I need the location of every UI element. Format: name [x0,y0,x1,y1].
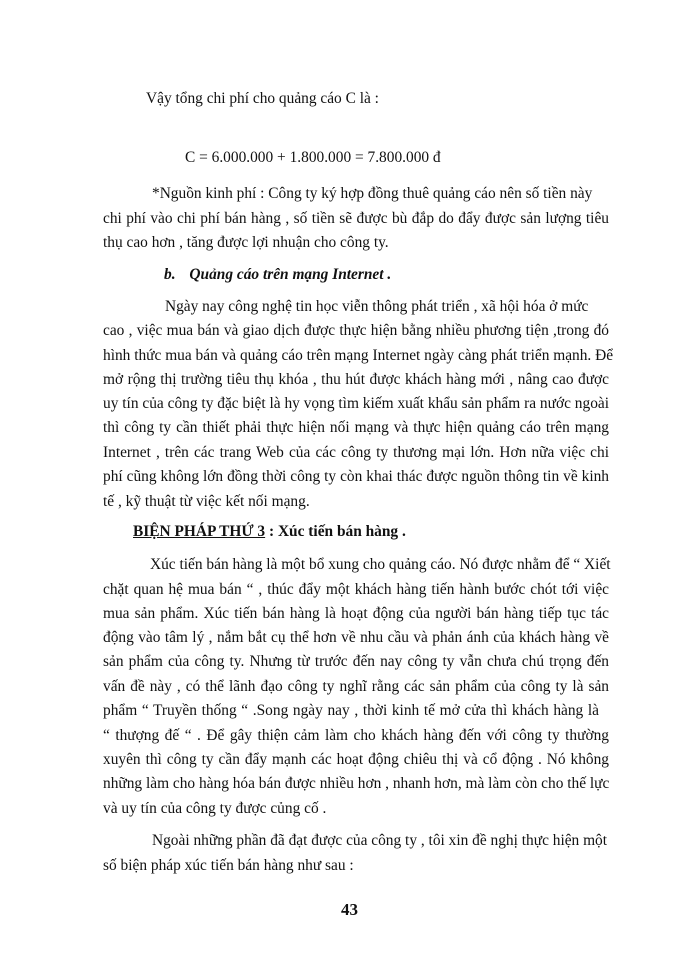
promotion-para-line: mua sản phẩm. Xúc tiến bán hàng là hoạt động của người bán hàng tiếp tục tác [103,605,609,622]
promotion-para-line: chặt quan hệ mua bán “ , thúc đẩy một khách hàng tiến hành bước chót tới việc [103,581,609,598]
internet-para-line: uy tín của công ty đặc biệt là hy vọng tìm kiếm xuất khẩu sản phẩm ra nước ngoài [103,395,609,412]
internet-para-line: phí cũng không lớn đồng thời công ty còn khai thác được nguồn thông tin về kinh [103,468,609,485]
cost-formula: C = 6.000.000 + 1.800.000 = 7.800.000 đ [185,149,441,166]
promotion-para-line: sản phẩm của công ty. Nhưng từ trước đến nay công ty vẫn chưa chú trọng đến [103,653,609,670]
intro-line: Vậy tổng chi phí cho quảng cáo C là : [146,90,379,107]
internet-para-line: cao , việc mua bán và giao dịch được thực hiện bằng nhiều phương tiện ,trong đó [103,322,609,339]
promotion-para-line: vấn đề này , có thể lãnh đạo công ty nghĩ rằng các sản phẩm của công ty là sản [103,678,609,695]
section-b-title: Quảng cáo trên mạng Internet . [189,266,392,283]
promotion-para-line: động vào tâm lý , nắm bắt cụ thể hơn về nhu cầu và phản ánh của khách hàng về [103,629,609,646]
promotion-para-line: và uy tín của công ty được củng cố . [103,800,327,817]
proposal-para-line: Ngoài những phần đã đạt được của công ty , tôi xin đề nghị thực hiện một [152,832,608,849]
internet-para-line: hình thức mua bán và quảng cáo trên mạng Internet ngày càng phát triển mạnh. Để [103,347,614,364]
funding-line: *Nguồn kinh phí : Công ty ký hợp đồng thuê quảng cáo nên số tiền này [152,185,593,202]
section-b-heading [164,265,391,285]
internet-para-line: mở rộng thị trường tiêu thụ khóa , thu hút được khách hàng mới , nâng cao được [103,371,609,388]
funding-line: chi phí vào chi phí bán hàng , số tiền sẽ được bù đắp do đẩy được sản lượng tiêu [103,210,609,227]
promotion-para-line: “ thượng đế “ . Để gây thiện cảm làm cho khách hàng đến với công ty thường [103,727,609,744]
internet-para-line: Ngày nay công nghệ tin học viễn thông phát triển , xã hội hóa ở mức [165,298,589,315]
internet-para-line: Internet , trên các trang Web của các công ty thương mại lớn. Hơn nữa việc chi [103,444,609,461]
measure-3-heading [133,522,406,542]
section-b-label: b. [164,266,176,283]
internet-para-line: tế , kỹ thuật từ việc kết nối mạng. [103,493,310,510]
internet-para-line: thì công ty cần thiết phải thực hiện nối mạng và thực hiện quảng cáo trên mạng [103,419,609,436]
measure-3-label: BIỆN PHÁP THỨ 3 [133,523,266,540]
promotion-para-line: phẩm “ Truyền thống “ .Song ngày nay , thời kinh tế mở cửa thì khách hàng là [103,702,599,719]
promotion-para-line: xuyên thì công ty cần đẩy mạnh các hoạt động chiêu thị và cổ động . Nó không [103,751,609,768]
promotion-para-line: Xúc tiến bán hàng là một bổ xung cho quảng cáo. Nó được nhằm để “ Xiết [150,556,611,573]
page-number: 43 [341,900,358,919]
promotion-para-line: những làm cho hàng hóa bán được nhiều hơn , nhanh hơn, mà làm còn cho thế lực [103,775,610,792]
funding-line: thụ cao hơn , tăng được lợi nhuận cho công ty. [103,234,389,251]
measure-3-title: : Xúc tiến bán hàng . [265,523,406,540]
proposal-para-line: số biện pháp xúc tiến bán hàng như sau : [103,857,354,874]
